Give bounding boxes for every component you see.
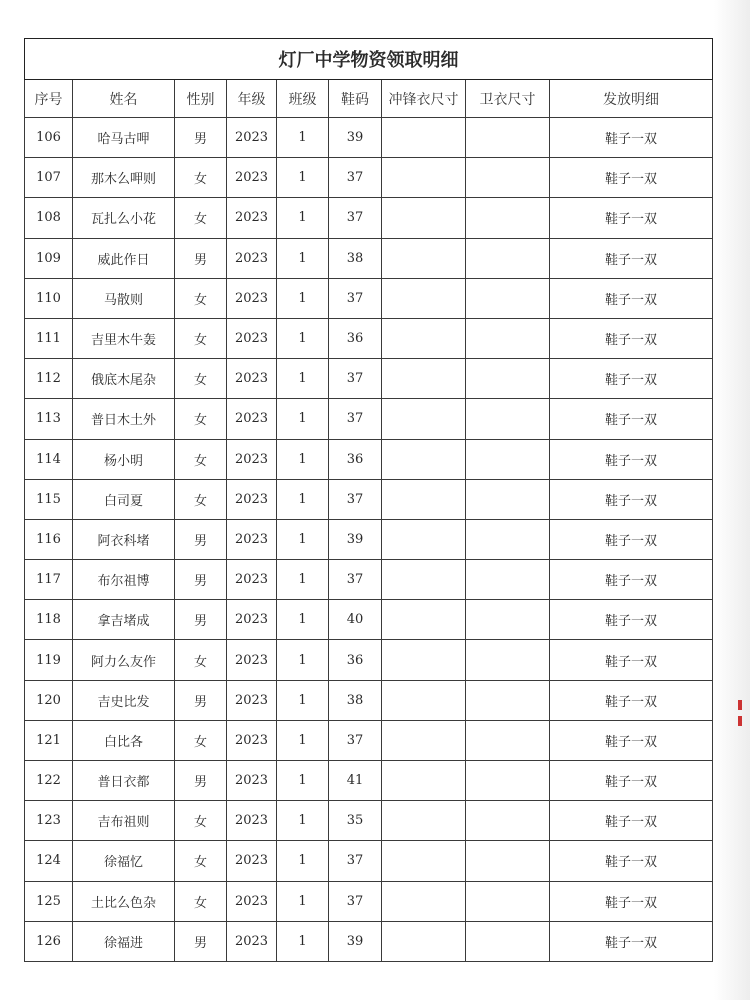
cell-hoodie-size <box>466 479 550 519</box>
cell-class: 1 <box>277 519 329 559</box>
cell-class: 1 <box>277 801 329 841</box>
header-shoe-size: 鞋码 <box>329 80 382 118</box>
cell-grade: 2023 <box>227 359 277 399</box>
cell-class: 1 <box>277 921 329 961</box>
title-row <box>25 39 713 80</box>
cell-class: 1 <box>277 761 329 801</box>
cell-detail: 鞋子一双 <box>550 801 713 841</box>
cell-gender: 女 <box>175 399 227 439</box>
table-row <box>25 278 713 318</box>
cell-detail: 鞋子一双 <box>550 519 713 559</box>
cell-class: 1 <box>277 841 329 881</box>
cell-shoe-size: 37 <box>329 399 382 439</box>
cell-gender: 男 <box>175 680 227 720</box>
table-row <box>25 720 713 760</box>
table-row <box>25 399 713 439</box>
cell-shoe-size: 40 <box>329 600 382 640</box>
table-title: 灯厂中学物资领取明细 <box>25 39 713 80</box>
cell-detail: 鞋子一双 <box>550 198 713 238</box>
cell-no: 111 <box>25 318 73 358</box>
cell-detail: 鞋子一双 <box>550 640 713 680</box>
cell-shoe-size: 37 <box>329 881 382 921</box>
cell-shoe-size: 37 <box>329 158 382 198</box>
cell-name: 白司夏 <box>73 479 175 519</box>
cell-gender: 女 <box>175 318 227 358</box>
cell-name: 吉里木牛轰 <box>73 318 175 358</box>
table-row <box>25 680 713 720</box>
cell-jacket-size <box>382 640 466 680</box>
cell-detail: 鞋子一双 <box>550 318 713 358</box>
cell-gender: 男 <box>175 238 227 278</box>
cell-no: 106 <box>25 118 73 158</box>
header-no: 序号 <box>25 80 73 118</box>
table-row <box>25 640 713 680</box>
cell-detail: 鞋子一双 <box>550 720 713 760</box>
cell-no: 117 <box>25 560 73 600</box>
cell-grade: 2023 <box>227 640 277 680</box>
distribution-table <box>24 38 713 962</box>
cell-detail: 鞋子一双 <box>550 118 713 158</box>
table-row <box>25 801 713 841</box>
cell-grade: 2023 <box>227 278 277 318</box>
table-row <box>25 158 713 198</box>
header-detail: 发放明细 <box>550 80 713 118</box>
cell-hoodie-size <box>466 680 550 720</box>
cell-no: 125 <box>25 881 73 921</box>
cell-jacket-size <box>382 841 466 881</box>
cell-grade: 2023 <box>227 479 277 519</box>
cell-class: 1 <box>277 318 329 358</box>
table-row <box>25 359 713 399</box>
cell-no: 115 <box>25 479 73 519</box>
cell-grade: 2023 <box>227 881 277 921</box>
header-grade: 年级 <box>227 80 277 118</box>
cell-no: 123 <box>25 801 73 841</box>
cell-grade: 2023 <box>227 318 277 358</box>
cell-hoodie-size <box>466 359 550 399</box>
cell-no: 124 <box>25 841 73 881</box>
cell-detail: 鞋子一双 <box>550 921 713 961</box>
cell-name: 吉史比发 <box>73 680 175 720</box>
cell-shoe-size: 37 <box>329 479 382 519</box>
cell-class: 1 <box>277 479 329 519</box>
scan-edge-mark <box>738 716 742 726</box>
cell-grade: 2023 <box>227 519 277 559</box>
cell-gender: 男 <box>175 921 227 961</box>
cell-name: 俄底木尾杂 <box>73 359 175 399</box>
cell-name: 瓦扎么小花 <box>73 198 175 238</box>
table-row <box>25 841 713 881</box>
table-row <box>25 881 713 921</box>
cell-grade: 2023 <box>227 841 277 881</box>
cell-class: 1 <box>277 198 329 238</box>
table-row <box>25 238 713 278</box>
cell-gender: 女 <box>175 479 227 519</box>
cell-name: 吉布祖则 <box>73 801 175 841</box>
cell-jacket-size <box>382 519 466 559</box>
cell-class: 1 <box>277 118 329 158</box>
cell-detail: 鞋子一双 <box>550 439 713 479</box>
cell-class: 1 <box>277 359 329 399</box>
cell-shoe-size: 41 <box>329 761 382 801</box>
cell-shoe-size: 37 <box>329 720 382 760</box>
cell-gender: 女 <box>175 720 227 760</box>
cell-grade: 2023 <box>227 600 277 640</box>
cell-jacket-size <box>382 198 466 238</box>
cell-jacket-size <box>382 359 466 399</box>
cell-grade: 2023 <box>227 158 277 198</box>
cell-jacket-size <box>382 479 466 519</box>
cell-shoe-size: 38 <box>329 238 382 278</box>
cell-jacket-size <box>382 560 466 600</box>
cell-detail: 鞋子一双 <box>550 881 713 921</box>
cell-name: 普日木土外 <box>73 399 175 439</box>
cell-detail: 鞋子一双 <box>550 761 713 801</box>
cell-hoodie-size <box>466 399 550 439</box>
cell-name: 拿吉堵成 <box>73 600 175 640</box>
cell-name: 哈马古呷 <box>73 118 175 158</box>
cell-jacket-size <box>382 600 466 640</box>
cell-jacket-size <box>382 278 466 318</box>
cell-jacket-size <box>382 318 466 358</box>
cell-detail: 鞋子一双 <box>550 479 713 519</box>
cell-jacket-size <box>382 439 466 479</box>
cell-class: 1 <box>277 720 329 760</box>
cell-gender: 女 <box>175 158 227 198</box>
cell-no: 114 <box>25 439 73 479</box>
cell-jacket-size <box>382 801 466 841</box>
cell-class: 1 <box>277 600 329 640</box>
cell-hoodie-size <box>466 118 550 158</box>
cell-hoodie-size <box>466 600 550 640</box>
cell-detail: 鞋子一双 <box>550 680 713 720</box>
cell-gender: 女 <box>175 841 227 881</box>
cell-jacket-size <box>382 921 466 961</box>
cell-grade: 2023 <box>227 118 277 158</box>
cell-hoodie-size <box>466 519 550 559</box>
cell-gender: 男 <box>175 761 227 801</box>
cell-grade: 2023 <box>227 801 277 841</box>
header-hoodie-size: 卫衣尺寸 <box>466 80 550 118</box>
cell-detail: 鞋子一双 <box>550 560 713 600</box>
header-row <box>25 80 713 118</box>
cell-detail: 鞋子一双 <box>550 841 713 881</box>
table-row <box>25 560 713 600</box>
cell-no: 112 <box>25 359 73 399</box>
cell-hoodie-size <box>466 720 550 760</box>
cell-shoe-size: 37 <box>329 841 382 881</box>
cell-class: 1 <box>277 439 329 479</box>
table-row <box>25 761 713 801</box>
cell-shoe-size: 39 <box>329 118 382 158</box>
cell-grade: 2023 <box>227 761 277 801</box>
cell-shoe-size: 39 <box>329 519 382 559</box>
cell-hoodie-size <box>466 198 550 238</box>
cell-gender: 女 <box>175 198 227 238</box>
cell-class: 1 <box>277 238 329 278</box>
header-jacket-size: 冲锋衣尺寸 <box>382 80 466 118</box>
cell-grade: 2023 <box>227 439 277 479</box>
cell-jacket-size <box>382 158 466 198</box>
cell-grade: 2023 <box>227 399 277 439</box>
cell-class: 1 <box>277 399 329 439</box>
cell-no: 113 <box>25 399 73 439</box>
cell-shoe-size: 36 <box>329 318 382 358</box>
cell-detail: 鞋子一双 <box>550 399 713 439</box>
cell-detail: 鞋子一双 <box>550 238 713 278</box>
cell-grade: 2023 <box>227 720 277 760</box>
cell-no: 109 <box>25 238 73 278</box>
table-row <box>25 198 713 238</box>
cell-no: 107 <box>25 158 73 198</box>
cell-grade: 2023 <box>227 560 277 600</box>
table-row <box>25 519 713 559</box>
cell-class: 1 <box>277 640 329 680</box>
cell-hoodie-size <box>466 560 550 600</box>
cell-class: 1 <box>277 158 329 198</box>
cell-detail: 鞋子一双 <box>550 158 713 198</box>
cell-detail: 鞋子一双 <box>550 600 713 640</box>
scan-edge-mark <box>738 700 742 710</box>
cell-hoodie-size <box>466 801 550 841</box>
cell-no: 118 <box>25 600 73 640</box>
scan-edge-shadow <box>714 0 750 1000</box>
cell-name: 普日衣都 <box>73 761 175 801</box>
table-row <box>25 439 713 479</box>
cell-hoodie-size <box>466 881 550 921</box>
cell-name: 那木么呷则 <box>73 158 175 198</box>
cell-name: 马散则 <box>73 278 175 318</box>
cell-no: 108 <box>25 198 73 238</box>
cell-shoe-size: 37 <box>329 278 382 318</box>
cell-name: 徐福忆 <box>73 841 175 881</box>
cell-no: 119 <box>25 640 73 680</box>
cell-gender: 男 <box>175 600 227 640</box>
table-body <box>25 118 713 962</box>
cell-detail: 鞋子一双 <box>550 359 713 399</box>
cell-shoe-size: 37 <box>329 560 382 600</box>
cell-hoodie-size <box>466 158 550 198</box>
table-row <box>25 318 713 358</box>
cell-gender: 女 <box>175 801 227 841</box>
cell-jacket-size <box>382 238 466 278</box>
cell-gender: 女 <box>175 881 227 921</box>
cell-name: 阿力么友作 <box>73 640 175 680</box>
cell-grade: 2023 <box>227 198 277 238</box>
cell-name: 白比各 <box>73 720 175 760</box>
cell-hoodie-size <box>466 841 550 881</box>
cell-no: 126 <box>25 921 73 961</box>
cell-detail: 鞋子一双 <box>550 278 713 318</box>
cell-class: 1 <box>277 278 329 318</box>
cell-no: 122 <box>25 761 73 801</box>
cell-grade: 2023 <box>227 680 277 720</box>
cell-shoe-size: 38 <box>329 680 382 720</box>
header-class: 班级 <box>277 80 329 118</box>
cell-name: 土比么色杂 <box>73 881 175 921</box>
table-row <box>25 118 713 158</box>
header-name: 姓名 <box>73 80 175 118</box>
cell-jacket-size <box>382 118 466 158</box>
cell-name: 杨小明 <box>73 439 175 479</box>
cell-jacket-size <box>382 680 466 720</box>
cell-no: 110 <box>25 278 73 318</box>
cell-shoe-size: 37 <box>329 198 382 238</box>
cell-hoodie-size <box>466 278 550 318</box>
cell-grade: 2023 <box>227 921 277 961</box>
document-sheet <box>24 38 712 962</box>
cell-gender: 男 <box>175 118 227 158</box>
cell-name: 阿衣科堵 <box>73 519 175 559</box>
cell-shoe-size: 36 <box>329 640 382 680</box>
cell-jacket-size <box>382 761 466 801</box>
cell-hoodie-size <box>466 439 550 479</box>
table-row <box>25 479 713 519</box>
cell-hoodie-size <box>466 921 550 961</box>
cell-grade: 2023 <box>227 238 277 278</box>
cell-hoodie-size <box>466 238 550 278</box>
cell-hoodie-size <box>466 318 550 358</box>
cell-name: 布尔祖博 <box>73 560 175 600</box>
cell-jacket-size <box>382 399 466 439</box>
cell-gender: 男 <box>175 560 227 600</box>
cell-shoe-size: 35 <box>329 801 382 841</box>
cell-gender: 女 <box>175 640 227 680</box>
cell-name: 威此作日 <box>73 238 175 278</box>
cell-no: 120 <box>25 680 73 720</box>
cell-gender: 女 <box>175 278 227 318</box>
cell-shoe-size: 39 <box>329 921 382 961</box>
cell-jacket-size <box>382 881 466 921</box>
cell-class: 1 <box>277 560 329 600</box>
cell-gender: 女 <box>175 439 227 479</box>
cell-shoe-size: 37 <box>329 359 382 399</box>
cell-gender: 男 <box>175 519 227 559</box>
cell-hoodie-size <box>466 640 550 680</box>
header-gender: 性别 <box>175 80 227 118</box>
cell-jacket-size <box>382 720 466 760</box>
cell-hoodie-size <box>466 761 550 801</box>
table-row <box>25 921 713 961</box>
cell-name: 徐福进 <box>73 921 175 961</box>
table-row <box>25 600 713 640</box>
cell-no: 121 <box>25 720 73 760</box>
cell-no: 116 <box>25 519 73 559</box>
cell-class: 1 <box>277 680 329 720</box>
cell-class: 1 <box>277 881 329 921</box>
cell-gender: 女 <box>175 359 227 399</box>
cell-shoe-size: 36 <box>329 439 382 479</box>
